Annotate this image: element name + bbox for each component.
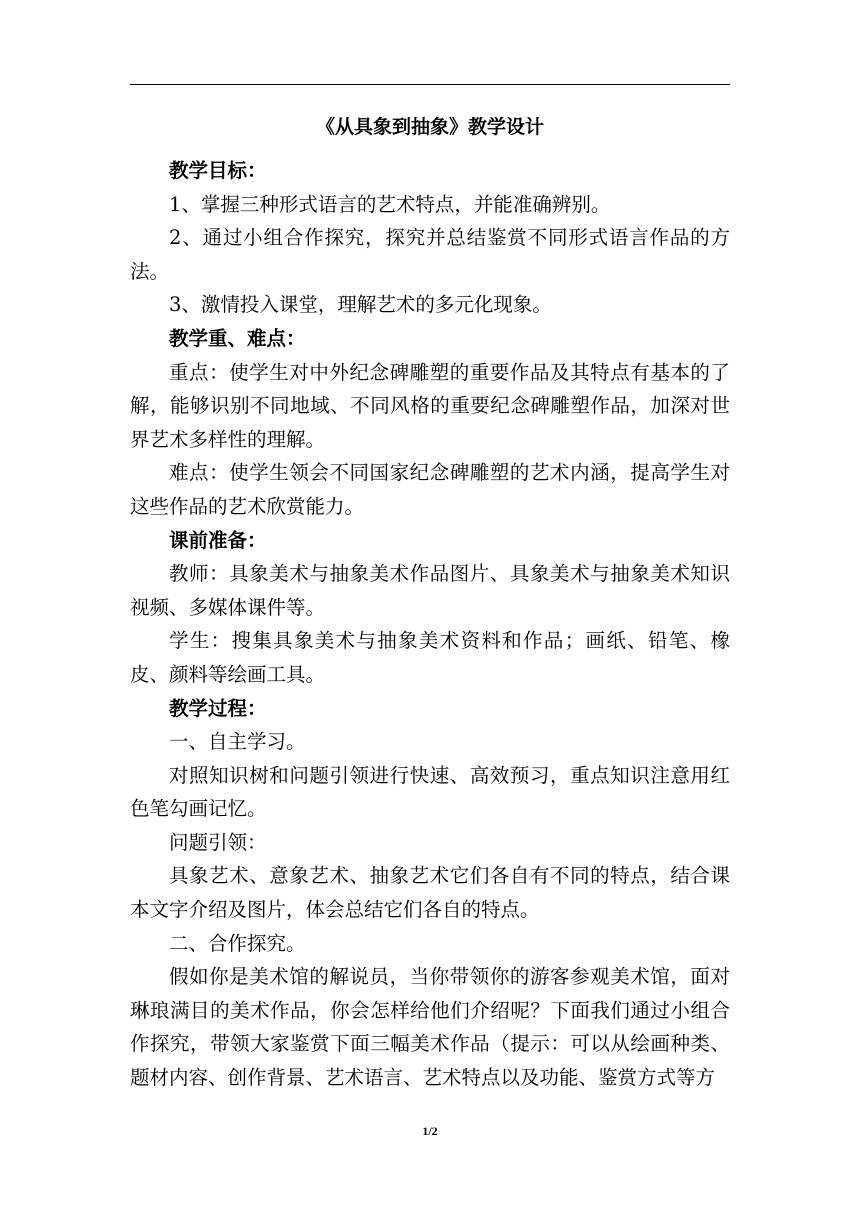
section-heading: 教学重、难点： [169,326,306,350]
paragraph: 3、激情投入课堂，理解艺术的多元化现象。 [169,293,552,317]
section-heading: 课前准备： [169,528,267,552]
section-heading: 教学目标： [169,159,267,182]
paragraph: 重点：使学生对中外纪念碑雕塑的重要作品及其特点有基本的了解，能够识别不同地域、不同风格的重要纪念碑雕塑作品，加深对世界艺术多样性的理解。 [130,360,730,451]
document-title: 《从具象到抽象》教学设计 [315,116,544,138]
header-rule [130,84,730,85]
paragraph: 难点：使学生领会不同国家纪念碑雕塑的艺术内涵，提高学生对这些作品的艺术欣赏能力。 [130,461,730,518]
paragraph: 对照知识树和问题引领进行快速、高效预习，重点知识注意用红色笔勾画记忆。 [130,763,730,821]
document-body [130,154,730,1095]
paragraph: 假如你是美术馆的解说员，当你带领你的游客参观美术馆，面对琳琅满目的美术作品，你会怎样给他们介绍呢？下面我们通过小组合作探究，带领大家鉴赏下面三幅美术作品（提示：可以从绘画种类、题材内容、创作背景、艺术语言、艺术特点以及功能、鉴赏方式等方 [130,965,730,1090]
section-heading: 教学过程： [169,696,267,720]
paragraph: 问题引领： [169,830,267,854]
paragraph: 二、合作探究。 [169,931,306,955]
paragraph: 1、掌握三种形式语言的艺术特点，并能准确辨别。 [169,192,611,216]
page-number: 1/2 [422,1124,438,1138]
paragraph: 一、自主学习。 [169,730,306,754]
paragraph: 具象艺术、意象艺术、抽象艺术它们各自有不同的特点，结合课本文字介绍及图片，体会总结它们各自的特点。 [130,864,730,922]
paragraph: 2、通过小组合作探究，探究并总结鉴赏不同形式语言作品的方法。 [130,226,730,283]
paragraph: 教师：具象美术与抽象美术作品图片、具象美术与抽象美术知识视频、多媒体课件等。 [130,562,730,619]
paragraph: 学生：搜集具象美术与抽象美术资料和作品；画纸、铅笔、橡皮、颜料等绘画工具。 [130,629,730,686]
